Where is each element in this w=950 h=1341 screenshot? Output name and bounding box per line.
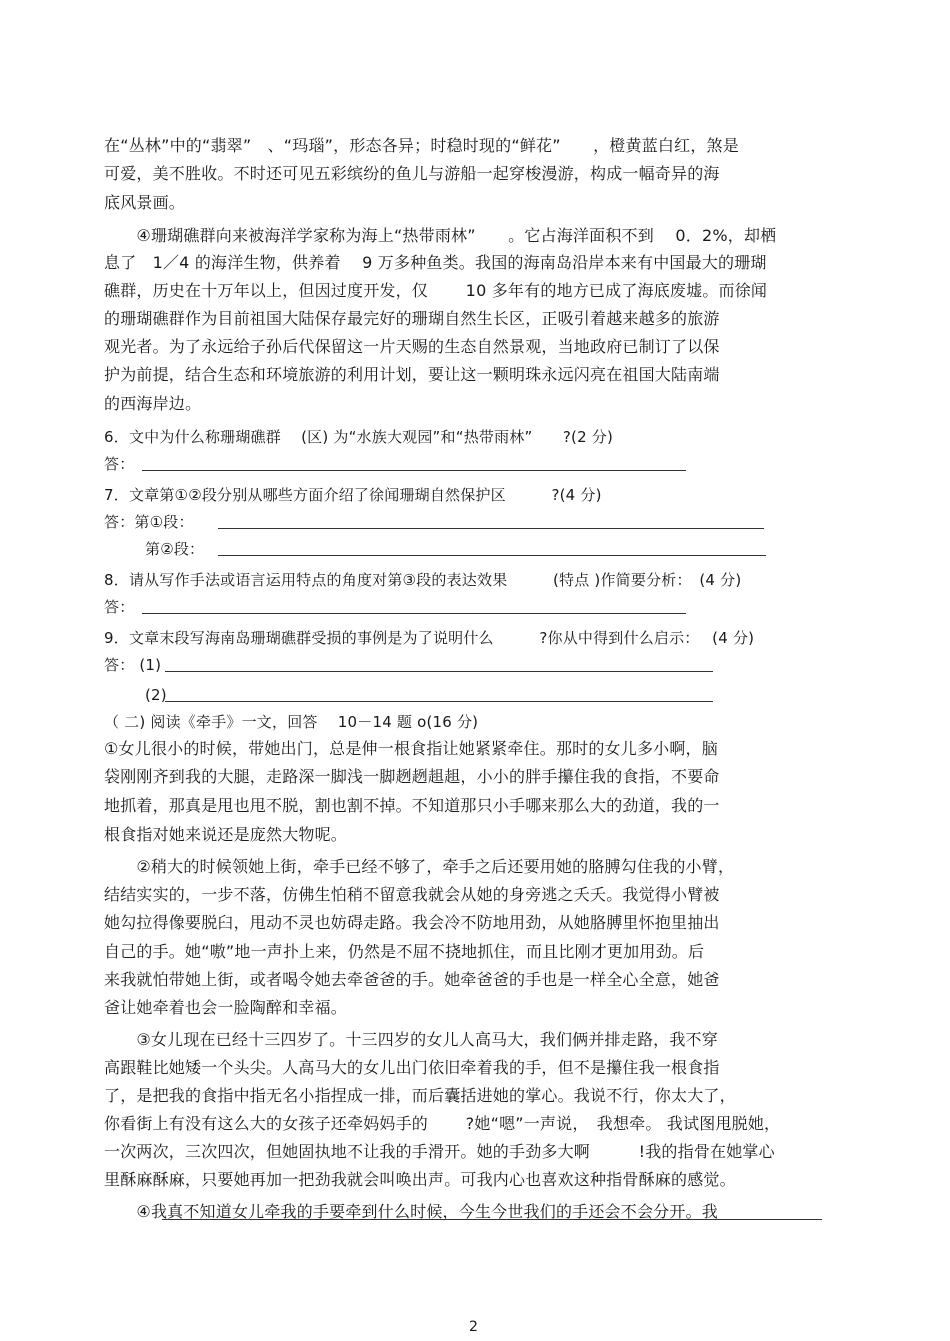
passage1-line: 在“丛林”中的“翡翠” 、“玛瑙”，形态各异；时稳时现的“鲜花” ，橙黄蓝白红，煞是 (104, 136, 739, 155)
section2-heading: （ 二) 阅读《牵手》一文，回答 10－14 题 o(16 分) (104, 713, 479, 731)
passage2-line: ②稍大的时候领她上街，牵手已经不够了，牵手之后还要用她的胳膊勾住我的小臂， (104, 857, 735, 876)
passage2-line: 结结实实的，一步不落，仿佛生怕稍不留意我就会从她的身旁逃之夭夭。我觉得小臂被 (104, 885, 720, 904)
answer-9-part1-blank[interactable] (165, 671, 713, 672)
question-7: 7．文章第①②段分别从哪些方面介绍了徐闻珊瑚自然保护区 ?(4 分) (104, 486, 602, 504)
passage2-line: 你看街上有没有这么大的女孩子还牵妈妈手的 ?她“嗯”一声说， 我想牵。 我试图甩脱她， (104, 1114, 781, 1133)
question-8: 8．请从写作手法或语言运用特点的角度对第③段的表达效果 (特点 )作简要分析： (4 分) (104, 571, 742, 589)
answer-9-part2-label: (2) (145, 686, 167, 704)
passage2-line: 袋刚刚齐到我的大腿，走路深一脚浅一脚趔趔趄趄，小小的胖手攥住我的食指，不要命 (104, 767, 720, 786)
passage2-line: 她勾拉得像要脱臼，甩动不灵也妨碍走路。我会冷不防地用劲，从她胳膊里怀抱里抽出 (104, 913, 720, 932)
answer-7-para2-blank[interactable] (218, 555, 766, 556)
passage2-line: 根食指对她来说还是庞然大物呢。 (104, 825, 348, 844)
passage2-line: ③女儿现在已经十三四岁了。十三四岁的女儿人高马大，我们俩并排走路，我不穿 (104, 1030, 718, 1049)
passage2-line: 里酥麻酥麻，只要她再加一把劲我就会叫唤出声。可我内心也喜欢这种指骨酥麻的感觉。 (104, 1170, 736, 1189)
passage1-line: 可爱，美不胜收。不时还可见五彩缤纷的鱼儿与游船一起穿梭漫游，构成一幅奇异的海 (104, 164, 720, 183)
answer-8-label: 答： (104, 598, 135, 616)
passage2-line: 爸让她牵着也会一脸陶醉和幸福。 (104, 998, 348, 1017)
underline-mark (162, 1219, 822, 1220)
passage2-line: 高跟鞋比她矮一个头尖。人高马大的女儿出门依旧牵着我的手，但不是攥住我一根食指 (104, 1058, 720, 1077)
question-9: 9．文章末段写海南岛珊瑚礁群受损的事例是为了说明什么 ?你从中得到什么启示： (4 分) (104, 629, 755, 647)
passage1-line: 息了 1／4 的海洋生物，供养着 9 万多种鱼类。我国的海南岛沿岸本来有中国最大的珊瑚 (104, 253, 767, 272)
answer-9-part2-blank[interactable] (165, 701, 713, 702)
answer-9-part1-label: 答： (1) (104, 656, 162, 674)
passage1-line: 观光者。为了永远给子孙后代保留这一片天赐的生态自然景观，当地政府已制订了以保 (104, 337, 720, 356)
passage2-line: 地抓着，那真是甩也甩不脱，割也割不掉。不知道那只小手哪来那么大的劲道，我的一 (104, 796, 720, 815)
question-6: 6．文中为什么称珊瑚礁群 (区) 为“水族大观园”和“热带雨林” ?(2 分) (104, 428, 614, 446)
answer-7-para2-label: 第②段： (145, 540, 205, 558)
answer-7-para1-blank[interactable] (218, 528, 764, 529)
passage1-line: 底风景画。 (104, 193, 186, 212)
passage2-line: 了，是把我的食指中指无名小指捏成一排，而后囊括进她的掌心。我说不行，你太大了， (104, 1086, 736, 1105)
answer-7-para1-label: 答：第①段： (104, 513, 194, 531)
passage1-line: 的西海岸边。 (104, 394, 202, 413)
passage1-line: 护为前提，结合生态和环境旅游的利用计划，要让这一颗明珠永远闪亮在祖国大陆南端 (104, 365, 720, 384)
passage2-line: 一次两次，三次四次，但她固执地不让我的手滑开。她的手劲多大啊 !我的指骨在她掌心 (104, 1142, 775, 1161)
passage2-line-underlined: ④我真不知道女儿牵我的手要牵到什么时候，今生今世我们的手还会不会分开。我 (104, 1202, 718, 1221)
answer-6-blank[interactable] (142, 470, 686, 471)
passage2-line: 自己的手。她“嗷”地一声扑上来，仍然是不屈不挠地抓住，而且比刚才更加用劲。后 (104, 942, 705, 961)
passage1-line: 的珊瑚礁群作为目前祖国大陆保存最完好的珊瑚自然生长区，正吸引着越来越多的旅游 (104, 309, 720, 328)
answer-6-label: 答： (104, 455, 135, 473)
passage2-line: 来我就怕带她上街，或者喝令她去牵爸爸的手。她牵爸爸的手也是一样全心全意，她爸 (104, 970, 720, 989)
answer-8-blank[interactable] (142, 613, 686, 614)
passage1-line: 礁群，历史在十万年以上，但因过度开发，仅 10 多年有的地方已成了海底废墟。而徐闻 (104, 281, 768, 300)
passage2-line: ①女儿很小的时候，带她出门，总是伸一根食指让她紧紧牵住。那时的女儿多小啊，脑 (104, 739, 718, 758)
passage1-line: ④珊瑚礁群向来被海洋学家称为海上“热带雨林” 。它占海洋面积不到 0．2%，却栖 (104, 226, 777, 245)
page-number: 2 (469, 1319, 478, 1335)
